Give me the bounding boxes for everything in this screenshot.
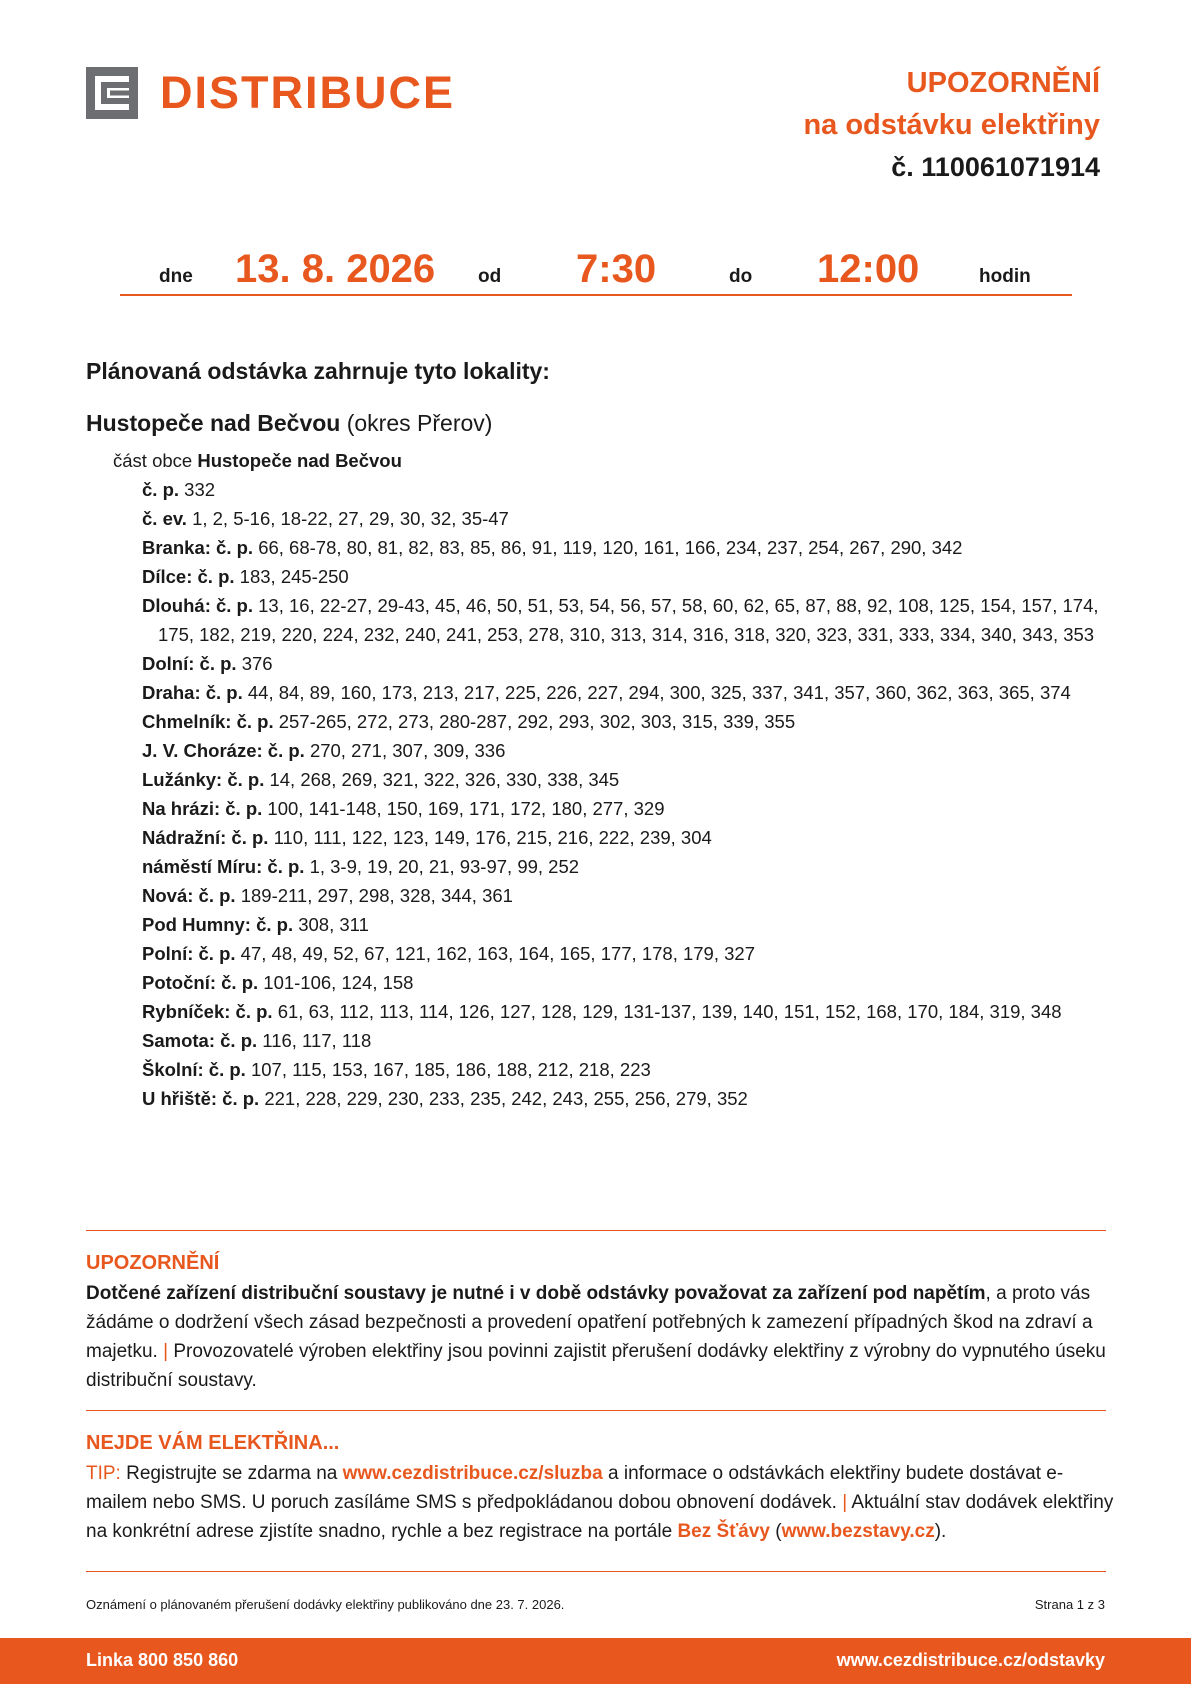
address-label: Rybníček: č. p. [142, 1001, 273, 1022]
address-row [86, 997, 1106, 1026]
address-row [86, 504, 1106, 533]
page-number: Strana 1 z 3 [1034, 1597, 1105, 1612]
address-label: Dílce: č. p. [142, 566, 235, 587]
address-label: Na hrázi: č. p. [142, 798, 263, 819]
address-label: Chmelník: č. p. [142, 711, 274, 732]
tip-label: TIP: [86, 1463, 121, 1484]
address-row [86, 939, 1106, 968]
address-row [86, 823, 1106, 852]
address-label: Branka: č. p. [142, 537, 254, 558]
address-row [86, 678, 1106, 707]
notice-number: č. 110061071914 [891, 152, 1100, 182]
address-numbers: 110, 111, 122, 123, 149, 176, 215, 216, 222, 239, 304 [273, 827, 712, 848]
address-row [86, 1084, 1106, 1113]
title-line-1: UPOZORNĚNÍ [906, 67, 1100, 99]
address-numbers: 221, 228, 229, 230, 233, 235, 242, 243, 255, 256, 279, 352 [264, 1088, 748, 1109]
address-label: Draha: č. p. [142, 682, 243, 703]
address-label: Pod Humny: č. p. [142, 914, 294, 935]
address-numbers: 44, 84, 89, 160, 173, 213, 217, 225, 226, 227, 294, 300, 325, 337, 341, 357, 360, 362, 363, 365, 374 [247, 682, 1071, 703]
bezstavy-link[interactable]: www.bezstavy.cz [781, 1521, 935, 1542]
address-numbers: 107, 115, 153, 167, 185, 186, 188, 212, 218, 223 [250, 1059, 651, 1080]
outages-link[interactable]: www.cezdistribuce.cz/odstavky [836, 1650, 1105, 1670]
town-heading [86, 410, 492, 437]
portal-name: Bez Šťávy [677, 1521, 770, 1542]
address-numbers: 270, 271, 307, 309, 336 [309, 740, 506, 761]
paren-open: ( [775, 1521, 782, 1542]
registration-link[interactable]: www.cezdistribuce.cz/sluzba [342, 1463, 603, 1484]
address-row [86, 765, 1106, 794]
tip-text-2: a informace o odstávkách elektřiny budete dostávat e-mailem nebo SMS. U poruch zasíláme SMS s předpokládanou dobou obnovení dodávek. [86, 1463, 1064, 1513]
address-row [86, 881, 1106, 910]
tip-text-3: Aktuální stav dodávek elektřiny na konkrétní adrese zjistíte snadno, rychle a bez registrace na portále [86, 1492, 1114, 1542]
warning-text [86, 1279, 1116, 1395]
address-label: U hřiště: č. p. [142, 1088, 260, 1109]
address-numbers: 66, 68-78, 80, 81, 82, 83, 85, 86, 91, 119, 120, 161, 166, 234, 237, 254, 267, 290, 342 [258, 537, 963, 558]
address-label: Nová: č. p. [142, 885, 236, 906]
address-label: Školní: č. p. [142, 1059, 246, 1080]
scope-heading: Plánovaná odstávka zahrnuje tyto lokality: [86, 358, 550, 384]
town-name: Hustopeče nad Bečvou [86, 410, 341, 436]
address-row [86, 968, 1106, 997]
address-row [86, 533, 1106, 562]
address-numbers: 308, 311 [298, 914, 369, 935]
address-label: Nádražní: č. p. [142, 827, 269, 848]
address-numbers: 47, 48, 49, 52, 67, 121, 162, 163, 164, 165, 177, 178, 179, 327 [240, 943, 755, 964]
address-label: č. p. [142, 479, 180, 500]
warning-heading: UPOZORNĚNÍ [86, 1252, 220, 1274]
address-numbers: 13, 16, 22-27, 29-43, 45, 46, 50, 51, 53, 54, 56, 57, 58, 60, 62, 65, 87, 88, 92, 108, 125, 154, 157, 174, 175, 182, 219, 220, 224, 232, 240, 241, 253, 278, 310, 313, 314, 316, 318, 320, 323, 331, 333, 334, 340, 343, 353 [158, 595, 1099, 645]
address-row [86, 475, 1106, 504]
warning-text-1: , a proto vás žádáme o dodržení všech zásad bezpečnosti a provedení opatření potřebných k zamezení případných škod na zdraví a majetku. [86, 1283, 1093, 1362]
outage-date: 13. 8. 2026 [235, 247, 436, 291]
address-numbers: 376 [241, 653, 273, 674]
footer-bar [0, 1638, 1191, 1684]
address-numbers: 1, 2, 5-16, 18-22, 27, 29, 30, 32, 35-47 [192, 508, 509, 529]
town-part [86, 446, 1106, 475]
cez-logo-icon [86, 67, 138, 119]
outage-to: 12:00 [817, 247, 920, 291]
address-row [86, 910, 1106, 939]
address-label: Polní: č. p. [142, 943, 236, 964]
address-label: Lužánky: č. p. [142, 769, 265, 790]
tip-heading: NEJDE VÁM ELEKTŘINA... [86, 1432, 340, 1454]
address-numbers: 14, 268, 269, 321, 322, 326, 330, 338, 345 [269, 769, 620, 790]
address-row [86, 1026, 1106, 1055]
address-row [86, 591, 1106, 649]
divider [86, 1230, 1106, 1231]
address-label: Dolní: č. p. [142, 653, 237, 674]
address-label: Samota: č. p. [142, 1030, 258, 1051]
address-row [86, 707, 1106, 736]
address-row [86, 1055, 1106, 1084]
address-label: J. V. Choráze: č. p. [142, 740, 305, 761]
warning-bold: Dotčené zařízení distribuční soustavy je nutné i v době odstávky považovat za zařízení pod napětím [86, 1283, 986, 1304]
outage-date-line [120, 244, 1072, 296]
dne-label: dne [159, 266, 193, 287]
tip-text-1: Registrujte se zdarma na [126, 1463, 338, 1484]
address-numbers: 257-265, 272, 273, 280-287, 292, 293, 302, 303, 315, 339, 355 [278, 711, 796, 732]
warning-separator: | [163, 1341, 169, 1362]
warning-section [86, 1249, 1116, 1395]
town-district: (okres Přerov) [346, 410, 493, 436]
paren-close: ). [934, 1521, 947, 1542]
part-name: Hustopeče nad Bečvou [197, 450, 402, 471]
hotline[interactable]: Linka 800 850 860 [86, 1650, 239, 1670]
address-row [86, 649, 1106, 678]
brand-name: DISTRIBUCE [160, 67, 456, 118]
address-label: Dlouhá: č. p. [142, 595, 253, 616]
outage-from: 7:30 [576, 247, 657, 291]
divider [86, 1571, 1106, 1572]
do-label: do [729, 266, 753, 287]
warning-text-2: Provozovatelé výroben elektřiny jsou povinni zajistit přerušení dodávky elektřiny z výrobny do vypnutého úseku distribuční soustavy. [86, 1341, 1106, 1391]
od-label: od [478, 266, 502, 287]
company-logo [86, 67, 455, 119]
address-row [86, 852, 1106, 881]
tip-separator: | [842, 1492, 848, 1513]
address-numbers: 1, 3-9, 19, 20, 21, 93-97, 99, 252 [309, 856, 580, 877]
title-line-2: na odstávku elektřiny [803, 109, 1100, 141]
part-prefix: část obce [113, 450, 193, 471]
address-numbers: 100, 141-148, 150, 169, 171, 172, 180, 277, 329 [267, 798, 665, 819]
address-label: náměstí Míru: č. p. [142, 856, 305, 877]
address-numbers: 189-211, 297, 298, 328, 344, 361 [240, 885, 513, 906]
address-numbers: 116, 117, 118 [262, 1030, 372, 1051]
tip-text [86, 1459, 1116, 1546]
address-numbers: 332 [184, 479, 216, 500]
address-numbers: 61, 63, 112, 113, 114, 126, 127, 128, 129, 131-137, 139, 140, 151, 152, 168, 170, 184, 319, 348 [277, 1001, 1062, 1022]
address-numbers: 183, 245-250 [239, 566, 349, 587]
address-label: Potoční: č. p. [142, 972, 259, 993]
address-row [86, 736, 1106, 765]
tip-section [86, 1429, 1116, 1546]
address-numbers: 101-106, 124, 158 [263, 972, 414, 993]
address-row [86, 794, 1106, 823]
published-note: Oznámení o plánovaném přerušení dodávky elektřiny publikováno dne 23. 7. 2026. [86, 1597, 565, 1612]
hodin-label: hodin [979, 266, 1031, 287]
address-label: č. ev. [142, 508, 187, 529]
divider [86, 1410, 1106, 1411]
address-list [86, 475, 1106, 1113]
locality-list [86, 446, 1106, 1113]
notice-title [803, 62, 1100, 188]
address-row [86, 562, 1106, 591]
